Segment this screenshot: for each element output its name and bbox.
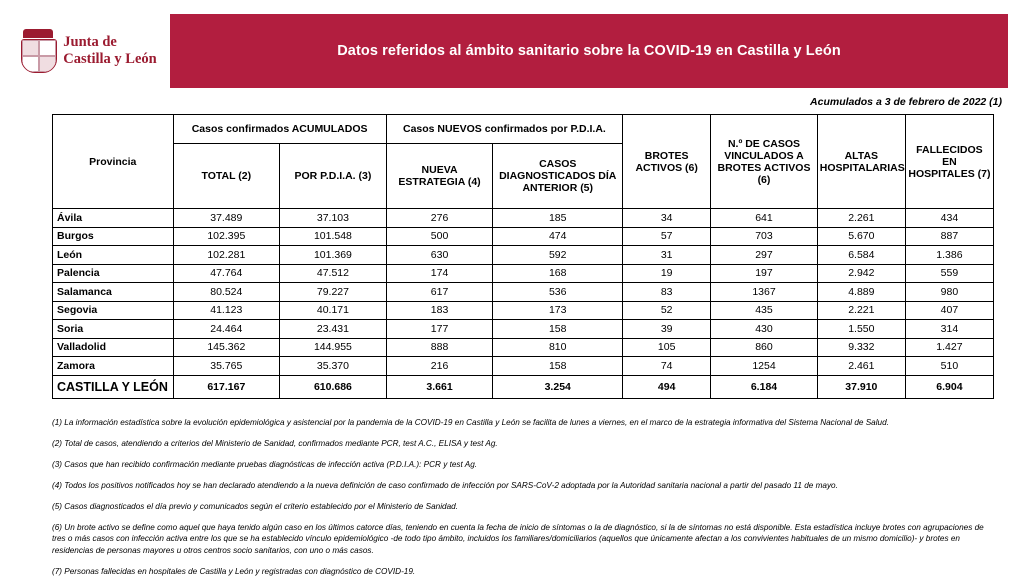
header-nueva-estrategia: NUEVA ESTRATEGIA (4) (386, 144, 493, 209)
cell-nueva: 630 (386, 246, 493, 265)
footnotes-section (0, 399, 1024, 577)
coat-of-arms-icon (19, 29, 57, 73)
cell-pdia: 101.369 (280, 246, 387, 265)
cell-provincia: Burgos (53, 227, 174, 246)
footnote-1: (1) La información estadística sobre la evolución epidemiológica y asistencial por la pandemia de la COVID-19 en Castilla y León se facilita de lunes a viernes, en el marco de la estrategia informativa del Sistema Nacional de Salud. (52, 417, 984, 428)
cell-pdia: 101.548 (280, 227, 387, 246)
cell-brotes: 31 (623, 246, 711, 265)
footnote-5: (5) Casos diagnosticados el día previo y comunicados según el criterio establecido por el Ministerio de Sanidad. (52, 501, 984, 512)
header-total: TOTAL (2) (173, 144, 280, 209)
cell-provincia: Zamora (53, 357, 174, 376)
footnote-2: (2) Total de casos, atendiendo a criterios del Ministerio de Sanidad, confirmados mediante PCR, test A.C., ELISA y test Ag. (52, 438, 984, 449)
header-nuevos-pdia: Casos NUEVOS confirmados por P.D.I.A. (386, 115, 622, 144)
cell-pdia: 144.955 (280, 338, 387, 357)
table-header-group-row (53, 115, 994, 144)
cell-provincia: Segovia (53, 301, 174, 320)
cell-total: 145.362 (173, 338, 280, 357)
cell-vinculados: 703 (711, 227, 818, 246)
cell-pdia: 40.171 (280, 301, 387, 320)
cell-brotes: 105 (623, 338, 711, 357)
cell-provincia: Ávila (53, 209, 174, 228)
cell-vinculados: 435 (711, 301, 818, 320)
cell-nueva: 177 (386, 320, 493, 339)
cell-altas: 9.332 (817, 338, 905, 357)
page-header (0, 0, 1024, 88)
logo-line-1: Junta de (63, 34, 156, 51)
logo-text (63, 34, 156, 68)
cell-fallecidos: 980 (905, 283, 993, 302)
cell-pdia: 35.370 (280, 357, 387, 376)
cell-anterior: 168 (493, 264, 623, 283)
header-altas-hospitalarias: ALTAS HOSPITALARIAS (817, 115, 905, 209)
table-row (53, 283, 994, 302)
total-pdia: 610.686 (280, 375, 387, 398)
table-row (53, 357, 994, 376)
cell-brotes: 19 (623, 264, 711, 283)
cell-vinculados: 1254 (711, 357, 818, 376)
table-row (53, 320, 994, 339)
cell-total: 24.464 (173, 320, 280, 339)
cell-fallecidos: 559 (905, 264, 993, 283)
cell-pdia: 37.103 (280, 209, 387, 228)
total-label: CASTILLA Y LEÓN (53, 375, 174, 398)
cell-brotes: 34 (623, 209, 711, 228)
junta-logo (0, 14, 170, 88)
cell-anterior: 173 (493, 301, 623, 320)
banner-title: Datos referidos al ámbito sanitario sobre la COVID-19 en Castilla y León (170, 14, 1008, 88)
cell-fallecidos: 510 (905, 357, 993, 376)
table-row (53, 301, 994, 320)
cell-anterior: 474 (493, 227, 623, 246)
table-body (53, 209, 994, 376)
cell-brotes: 83 (623, 283, 711, 302)
cell-total: 37.489 (173, 209, 280, 228)
cell-altas: 2.261 (817, 209, 905, 228)
cell-anterior: 810 (493, 338, 623, 357)
cell-anterior: 158 (493, 320, 623, 339)
header-fallecidos: FALLECIDOS EN HOSPITALES (7) (905, 115, 993, 209)
cell-nueva: 888 (386, 338, 493, 357)
cell-fallecidos: 314 (905, 320, 993, 339)
cell-anterior: 185 (493, 209, 623, 228)
cell-total: 47.764 (173, 264, 280, 283)
cell-fallecidos: 1.427 (905, 338, 993, 357)
footnote-3: (3) Casos que han recibido confirmación mediante pruebas diagnósticas de infección activa (P.D.I.A.): PCR y test Ag. (52, 459, 984, 470)
cell-brotes: 57 (623, 227, 711, 246)
table-row (53, 209, 994, 228)
table-row (53, 264, 994, 283)
table-footer (53, 375, 994, 398)
cell-pdia: 79.227 (280, 283, 387, 302)
total-altas: 37.910 (817, 375, 905, 398)
cell-fallecidos: 434 (905, 209, 993, 228)
cell-fallecidos: 1.386 (905, 246, 993, 265)
cell-total: 102.281 (173, 246, 280, 265)
footnote-4: (4) Todos los positivos notificados hoy se han declarado atendiendo a la nueva definición de caso confirmado de infección por SARS-CoV-2 adoptada por la Autoridad sanitaria nacional a partir del pasado 11 de mayo. (52, 480, 984, 491)
cell-pdia: 47.512 (280, 264, 387, 283)
cell-altas: 4.889 (817, 283, 905, 302)
cell-vinculados: 860 (711, 338, 818, 357)
cell-altas: 5.670 (817, 227, 905, 246)
cell-nueva: 174 (386, 264, 493, 283)
cell-nueva: 500 (386, 227, 493, 246)
cell-fallecidos: 887 (905, 227, 993, 246)
cell-altas: 2.461 (817, 357, 905, 376)
cell-nueva: 183 (386, 301, 493, 320)
table-row (53, 338, 994, 357)
cell-fallecidos: 407 (905, 301, 993, 320)
cell-brotes: 39 (623, 320, 711, 339)
header-dia-anterior: CASOS DIAGNOSTICADOS DÍA ANTERIOR (5) (493, 144, 623, 209)
total-brotes: 494 (623, 375, 711, 398)
cell-brotes: 52 (623, 301, 711, 320)
footnote-6: (6) Un brote activo se define como aquel que haya tenido algún caso en los últimos catorce días, teniendo en cuenta la fecha de inicio de síntomas o la de diagnóstico, si la de síntomas no está disponible. Esta estadística incluye brotes con agrupaciones de tres o más casos con infección activa entre los que se ha establecido vínculo epidemiológico -de todo tipo ámbito, incluidos los familiares/domiciliarios (aquellos que únicamente afectan a los convivientes habituales de un mismo domicilio)- y brotes en residencias de personas mayores u otros centros socio sanitarios, con uno o más casos. (52, 522, 984, 557)
cell-vinculados: 297 (711, 246, 818, 265)
table-total-row (53, 375, 994, 398)
cell-vinculados: 197 (711, 264, 818, 283)
cell-provincia: Salamanca (53, 283, 174, 302)
cell-provincia: Valladolid (53, 338, 174, 357)
cell-provincia: Palencia (53, 264, 174, 283)
data-table-wrapper (0, 114, 1024, 399)
header-por-pdia: POR P.D.I.A. (3) (280, 144, 387, 209)
cell-pdia: 23.431 (280, 320, 387, 339)
cell-provincia: Soria (53, 320, 174, 339)
cell-altas: 6.584 (817, 246, 905, 265)
cell-provincia: León (53, 246, 174, 265)
table-row (53, 246, 994, 265)
header-casos-vinculados: N.º DE CASOS VINCULADOS A BROTES ACTIVOS (6) (711, 115, 818, 209)
header-confirmados-acumulados: Casos confirmados ACUMULADOS (173, 115, 386, 144)
cell-total: 41.123 (173, 301, 280, 320)
logo-line-2: Castilla y León (63, 51, 156, 68)
header-provincia: Provincia (53, 115, 174, 209)
cell-anterior: 536 (493, 283, 623, 302)
cell-vinculados: 430 (711, 320, 818, 339)
accumulated-date-note: Acumulados a 3 de febrero de 2022 (1) (0, 88, 1024, 114)
cell-altas: 2.942 (817, 264, 905, 283)
cell-altas: 2.221 (817, 301, 905, 320)
cell-nueva: 617 (386, 283, 493, 302)
cell-altas: 1.550 (817, 320, 905, 339)
cell-nueva: 276 (386, 209, 493, 228)
cell-anterior: 592 (493, 246, 623, 265)
covid-data-table (52, 114, 994, 399)
cell-vinculados: 641 (711, 209, 818, 228)
total-vinculados: 6.184 (711, 375, 818, 398)
cell-brotes: 74 (623, 357, 711, 376)
cell-nueva: 216 (386, 357, 493, 376)
total-fallecidos: 6.904 (905, 375, 993, 398)
cell-total: 35.765 (173, 357, 280, 376)
cell-total: 102.395 (173, 227, 280, 246)
table-row (53, 227, 994, 246)
cell-vinculados: 1367 (711, 283, 818, 302)
total-nueva: 3.661 (386, 375, 493, 398)
total-anterior: 3.254 (493, 375, 623, 398)
cell-anterior: 158 (493, 357, 623, 376)
cell-total: 80.524 (173, 283, 280, 302)
header-brotes-activos: BROTES ACTIVOS (6) (623, 115, 711, 209)
total-total: 617.167 (173, 375, 280, 398)
footnote-7: (7) Personas fallecidas en hospitales de Castilla y León y registradas con diagnóstico de COVID-19. (52, 566, 984, 577)
